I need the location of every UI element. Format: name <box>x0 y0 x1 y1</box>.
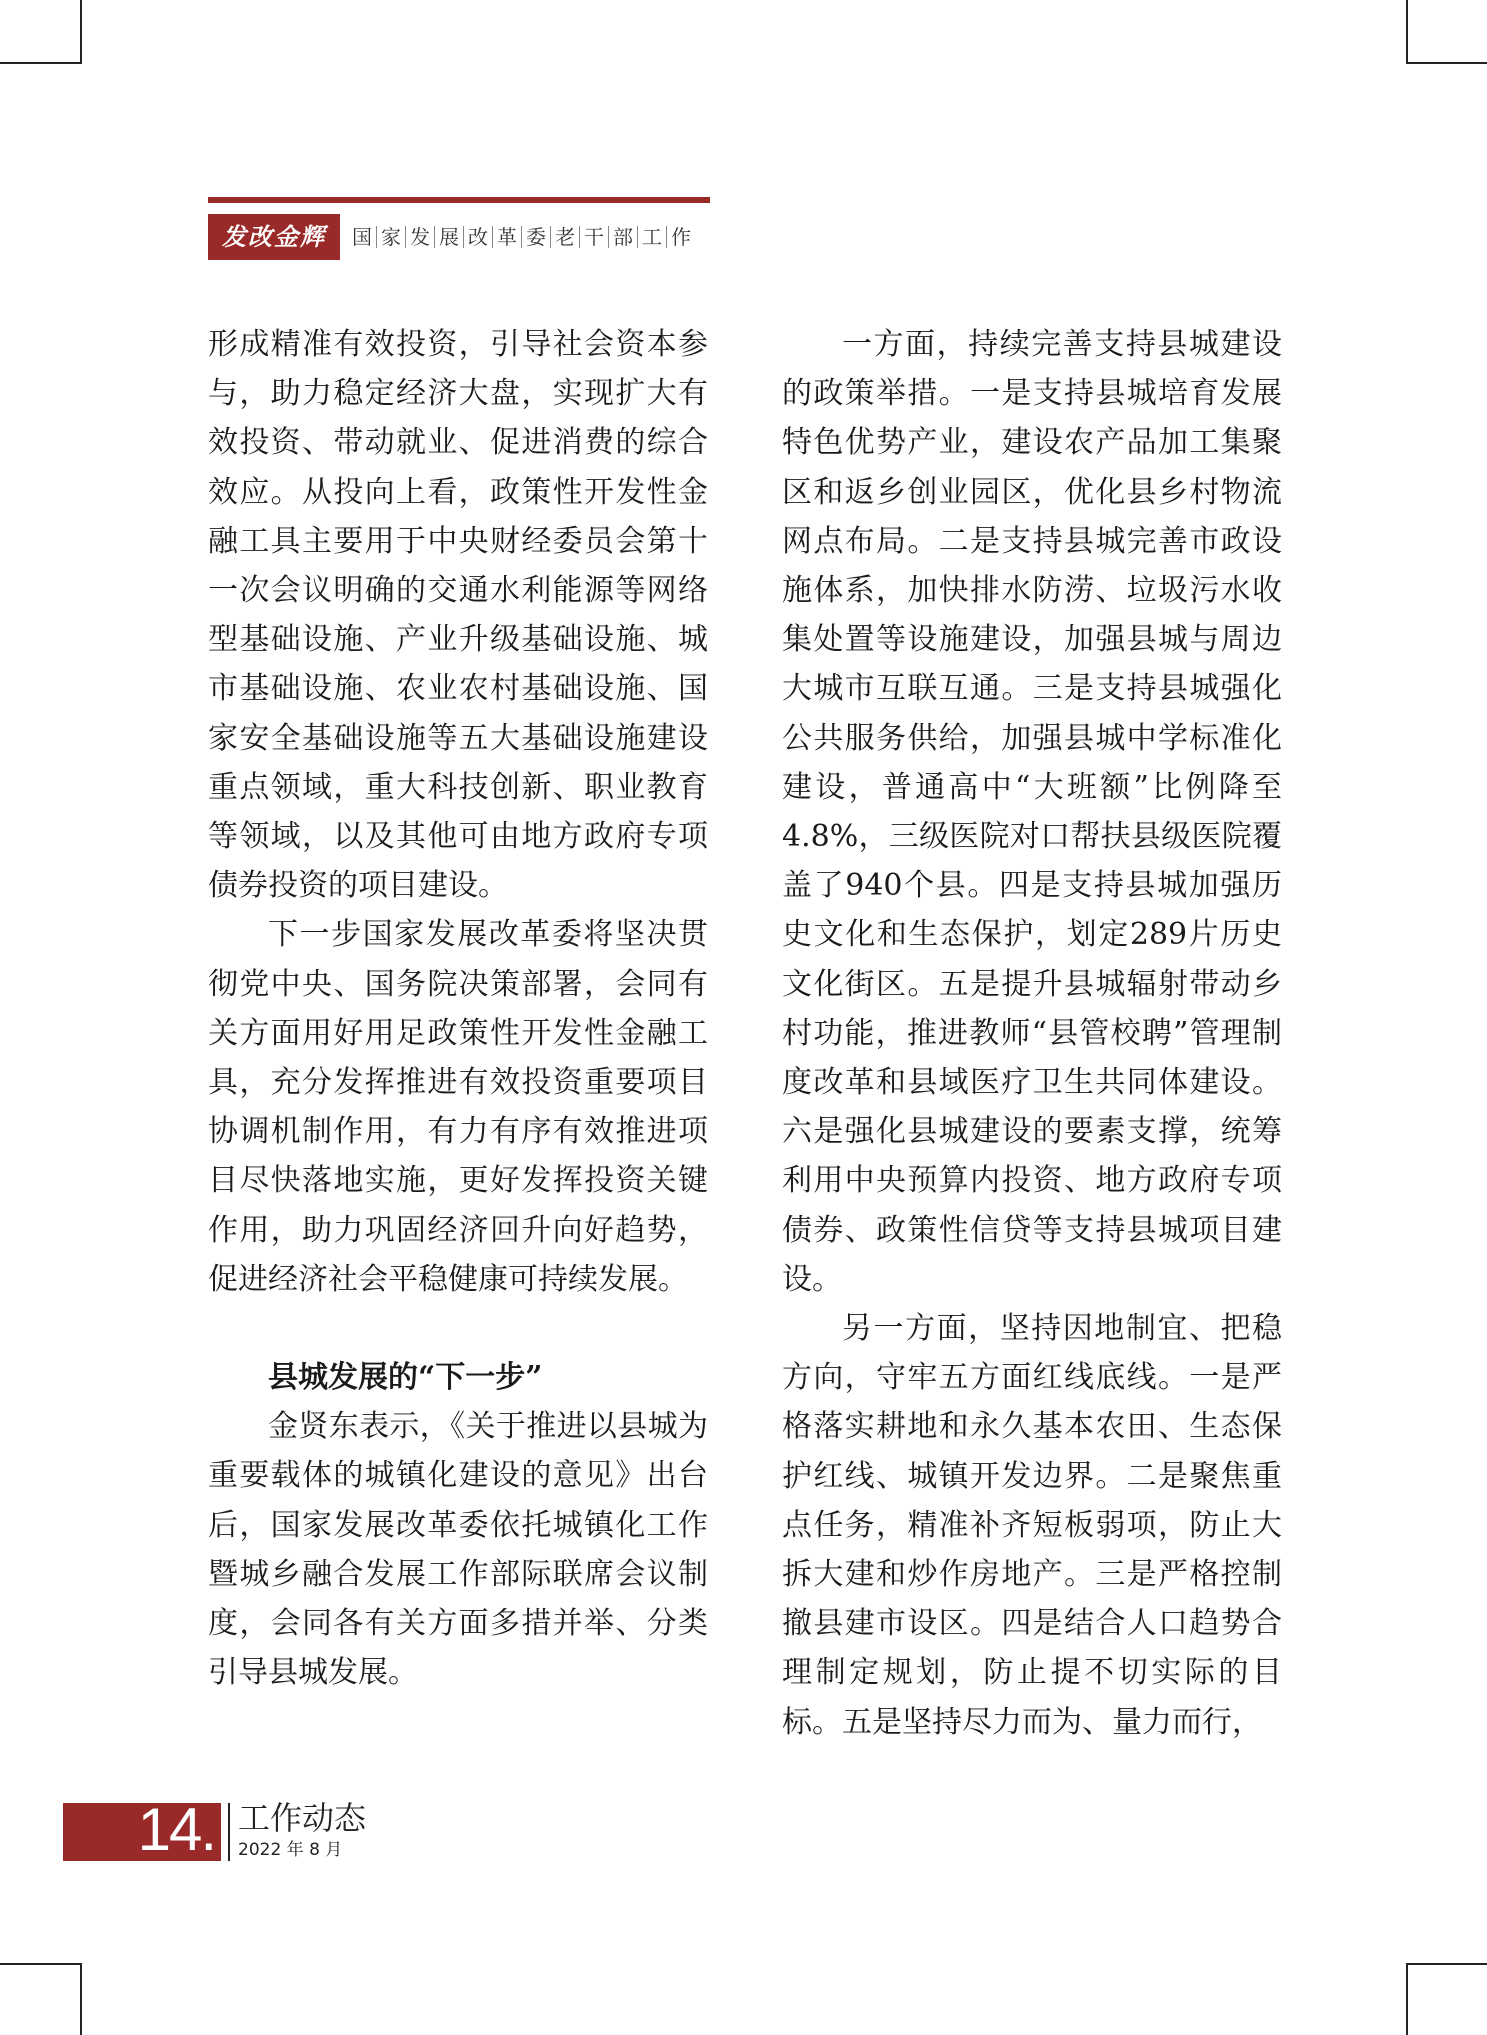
paragraph: 金贤东表示，《关于推进以县城为重要载体的城镇化建设的意见》出台后，国家发展改革委依托城镇化工作暨城乡融合发展工作部际联席会议制度，会同各有关方面多措并举、分类引导县城发展。 <box>208 1409 708 1691</box>
footer-date: 2022 年 8 月 <box>238 1840 343 1860</box>
paragraph: 一方面，持续完善支持县城建设的政策举措。一是支持县城培育发展特色优势产业，建设农产品加工集聚区和返乡创业园区，优化县乡村物流网点布局。二是支持县城完善市政设施体系，加快排水防涝、垃圾污水收集处置等设施建设，加强县城与周边大城市互联互通。三是支持县城强化公共服务供给，加强县城中学标准化建设，普通高中“大班额”比例降至4.8%，三级医院对口帮扶县级医院覆盖了940个县。四是支持县城加强历史文化和生态保护，划定289片历史文化街区。五是提升县城辐射带动乡村功能，推进教师“县管校聘”管理制度改革和县域医疗卫生共同体建设。六是强化县城建设的要素支撑，统筹利用中央预算内投资、地方政府专项债券、政策性信贷等支持县城项目建设。 <box>782 327 1282 1297</box>
header-char: 改 <box>463 226 492 248</box>
brand-logo: 发改金辉 <box>208 214 340 260</box>
header-char: 部 <box>608 226 637 248</box>
header-char: 展 <box>434 226 463 248</box>
right-column <box>782 320 1282 1747</box>
crop-mark <box>80 0 82 64</box>
header-char: 工 <box>637 226 666 248</box>
header-char: 国 <box>352 225 372 249</box>
header-char: 委 <box>521 226 550 248</box>
header-char: 革 <box>492 226 521 248</box>
paragraph: 下一步国家发展改革委将坚决贯彻党中央、国务院决策部署，会同有关方面用好用足政策性开发性金融工具，充分发挥推进有效投资重要项目协调机制作用，有力有序有效推进项目尽快落地实施，更好发挥投资关键作用，助力巩固经济回升向好趋势，促进经济社会平稳健康可持续发展。 <box>208 917 708 1297</box>
paragraph: 另一方面，坚持因地制宜、把稳方向，守牢五方面红线底线。一是严格落实耕地和永久基本农田、生态保护红线、城镇开发边界。二是聚焦重点任务，精准补齐短板弱项，防止大拆大建和炒作房地产。三是严格控制撤县建市设区。四是结合人口趋势合理制定规划，防止提不切实际的目标。五是坚持尽力而为、量力而行， <box>782 1311 1282 1740</box>
header-char: 作 <box>666 226 695 248</box>
crop-mark <box>0 1963 80 1965</box>
header-char: 老 <box>550 226 579 248</box>
left-column <box>208 320 708 1697</box>
header-char: 家 <box>376 226 405 248</box>
paragraph: 形成精准有效投资，引导社会资本参与，助力稳定经济大盘，实现扩大有效投资、带动就业、促进消费的综合效应。从投向上看，政策性开发性金融工具主要用于中央财经委员会第十一次会议明确的交通水利能源等网络型基础设施、产业升级基础设施、城市基础设施、农业农村基础设施、国家安全基础设施等五大基础设施建设重点领域，重大科技创新、职业教育等领域，以及其他可由地方政府专项债券投资的项目建设。 <box>208 327 708 904</box>
section-heading: 县城发展的“下一步” <box>268 1360 543 1396</box>
crop-mark <box>1406 1963 1408 2035</box>
header-subtitle <box>348 214 695 260</box>
footer-divider <box>228 1803 230 1861</box>
page-number: 14. <box>137 1796 215 1863</box>
crop-mark <box>1406 62 1487 64</box>
crop-mark <box>80 1963 82 2035</box>
crop-mark <box>1406 1963 1487 1965</box>
header-char: 干 <box>579 226 608 248</box>
header-char: 发 <box>405 226 434 248</box>
crop-mark <box>1406 0 1408 64</box>
footer-section-title: 工作动态 <box>238 1799 367 1837</box>
crop-mark <box>0 62 80 64</box>
header-rule <box>208 197 710 203</box>
